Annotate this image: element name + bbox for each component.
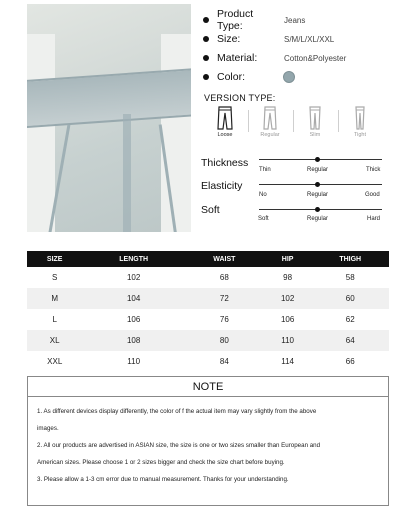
spec-color xyxy=(203,70,295,84)
table-row xyxy=(27,267,389,288)
tight-pants-icon xyxy=(352,106,368,130)
table-cell: 108 xyxy=(82,330,184,351)
scale-option: Regular xyxy=(307,167,329,173)
version-label: Regular xyxy=(260,132,280,138)
bullet-icon xyxy=(203,74,209,80)
version-type-title: VERSION TYPE: xyxy=(204,93,276,103)
table-cell: 84 xyxy=(219,357,229,366)
table-cell: 106 xyxy=(126,315,141,324)
table-cell: 66 xyxy=(345,357,355,366)
loose-pants-icon xyxy=(217,106,233,130)
table-cell: 98 xyxy=(283,273,293,282)
note-box xyxy=(27,376,389,506)
size-chart-table xyxy=(27,251,389,372)
table-cell: L xyxy=(52,315,57,324)
note-line: 3. Please allow a 1-3 cm error due to manual measurement. Thanks for your understanding. xyxy=(37,476,289,483)
note-line: images. xyxy=(37,425,59,432)
scale-label-thickness: Thickness xyxy=(201,157,249,169)
column-header: HIP xyxy=(264,251,312,267)
version-label: Tight xyxy=(353,132,367,138)
table-cell: 64 xyxy=(311,330,389,351)
table-cell: 68 xyxy=(219,273,229,282)
scale-option: Good xyxy=(365,192,380,198)
product-photo xyxy=(27,4,191,232)
bullet-icon xyxy=(203,36,209,42)
scale-label-elasticity: Elasticity xyxy=(201,180,243,192)
spec-key: Material: xyxy=(217,52,258,64)
bullet-icon xyxy=(203,17,209,23)
scale-marker-elasticity xyxy=(315,182,320,187)
table-cell: M xyxy=(27,288,82,309)
scale-option: Regular xyxy=(307,192,329,198)
table-cell: XXL xyxy=(47,357,63,366)
column-header: WAIST xyxy=(185,251,264,267)
table-cell: 62 xyxy=(345,315,355,324)
version-option-regular xyxy=(253,106,287,148)
scale-line-soft xyxy=(259,209,382,210)
table-cell: 80 xyxy=(185,330,264,351)
spec-value: Jeans xyxy=(284,15,306,25)
table-row xyxy=(27,351,389,372)
scale-option: Thick xyxy=(366,167,381,173)
table-cell: 58 xyxy=(345,273,355,282)
note-title: NOTE xyxy=(28,377,388,397)
note-line: 2. All our products are advertised in ASIAN size, the size is one or two sizes smaller than European and xyxy=(37,442,321,449)
table-row xyxy=(27,288,389,309)
note-line: American sizes. Please choose 1 or 2 sizes bigger and check the size chart before buying. xyxy=(37,459,285,466)
spec-value: S/M/L/XL/XXL xyxy=(284,34,335,44)
scale-marker-soft xyxy=(315,207,320,212)
spec-material xyxy=(203,51,346,65)
table-row xyxy=(27,309,389,330)
scale-label-soft: Soft xyxy=(201,204,220,216)
spec-value: Cotton&Polyester xyxy=(284,53,347,63)
spec-key: Color: xyxy=(217,71,246,83)
scale-option: Regular xyxy=(307,216,329,222)
scale-line-elasticity xyxy=(259,184,382,185)
table-cell: 106 xyxy=(280,315,295,324)
version-label: Slim xyxy=(309,132,321,138)
spec-key: Size: xyxy=(217,33,241,45)
photo-background-right xyxy=(161,34,191,232)
table-cell: 110 xyxy=(264,330,312,351)
divider xyxy=(248,110,249,132)
table-row xyxy=(27,330,389,351)
regular-pants-icon xyxy=(262,106,278,130)
column-header: LENGTH xyxy=(82,251,184,267)
table-header-row xyxy=(27,251,389,267)
table-cell: 102 xyxy=(126,273,141,282)
table-cell: 72 xyxy=(185,288,264,309)
spec-product-type xyxy=(203,8,306,32)
table-cell: 114 xyxy=(281,357,294,366)
spec-key: Product Type: xyxy=(217,8,254,32)
bullet-icon xyxy=(203,55,209,61)
table-cell: 104 xyxy=(82,288,184,309)
photo-background-left xyxy=(27,34,55,232)
column-header: THIGH xyxy=(311,251,389,267)
table-cell: S xyxy=(52,273,58,282)
version-option-loose xyxy=(208,106,242,148)
table-cell: 110 xyxy=(127,357,141,366)
scale-line-thickness xyxy=(259,159,382,160)
color-swatch xyxy=(283,71,295,83)
note-line: 1. As different devices display differently, the color of f the actual item may vary slightly from the above xyxy=(37,408,317,415)
table-cell: 76 xyxy=(219,315,229,324)
scale-option: Hard xyxy=(367,216,381,222)
table-cell: 102 xyxy=(264,288,312,309)
version-type-options xyxy=(208,106,388,148)
version-label: Loose xyxy=(217,132,233,138)
scale-marker-thickness xyxy=(315,157,320,162)
slim-pants-icon xyxy=(307,106,323,130)
scale-option: Thin xyxy=(259,167,271,173)
version-option-slim xyxy=(298,106,332,148)
table-cell: 60 xyxy=(311,288,389,309)
scale-option: Soft xyxy=(258,216,269,222)
jeans-fly xyxy=(123,114,131,232)
scale-option: No xyxy=(259,192,267,198)
table-cell: XL xyxy=(27,330,82,351)
spec-size xyxy=(203,32,334,46)
column-header: SIZE xyxy=(27,251,82,267)
divider xyxy=(293,110,294,132)
divider xyxy=(338,110,339,132)
version-option-tight xyxy=(343,106,377,148)
